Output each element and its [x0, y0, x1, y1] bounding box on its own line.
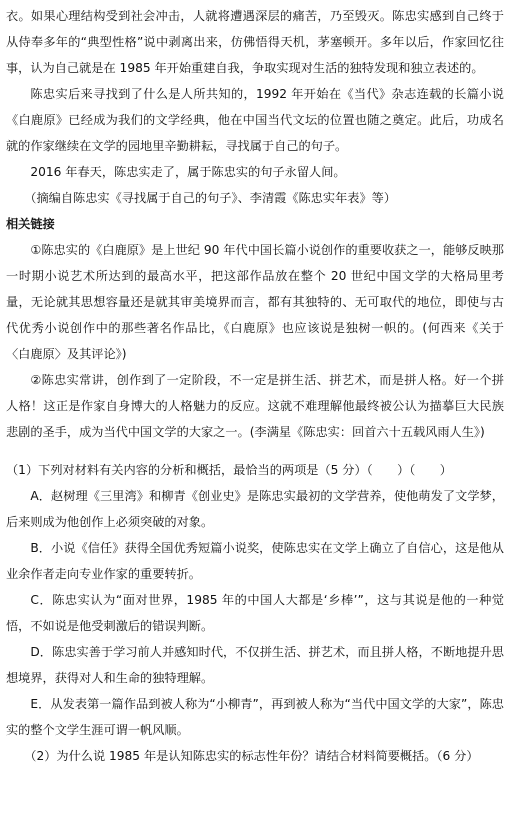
question-2-stem: （2）为什么说 1985 年是认知陈忠实的标志性年份？请结合材料简要概括。（6 分） [24, 749, 479, 763]
related-links-heading: 相关链接 [6, 217, 55, 231]
question-1-stem: （1）下列对材料有关内容的分析和概括，最恰当的两项是（5 分）（ ）（ ） [6, 463, 452, 477]
question-1-option-a: A．赵树理《三里湾》和柳青《创业史》是陈忠实最初的文学营养，使他萌发了文学梦，后来则成为他创作上必须突破的对象。 [6, 489, 504, 529]
article-source: （摘编自陈忠实《寻找属于自己的句子》、李清霞《陈忠实年表》等） [24, 191, 397, 205]
question-1-option-c: C．陈忠实认为“面对世界，1985 年的中国人大都是‘乡棒’”，这与其说是他的一种觉悟，不如说是他受刺激后的错误判断。 [6, 593, 504, 633]
question-1-option-d: D．陈忠实善于学习前人并感知时代，不仅拼生活、拼艺术，而且拼人格，不断地提升思想境界，获得对人和生命的独特理解。 [6, 645, 504, 685]
article-paragraph-1: 衣。如果心理结构受到社会冲击，人就将遭遇深层的痛苦，乃至毁灭。陈忠实感到自己终于从侍奉多年的“典型性格”说中剥离出来，仿佛悟得天机，茅塞顿开。多年以后，作家回忆往事，认为自己就是在 1985 年开始重建自我，争取实现对生活的独特发现和独立表述的。 [6, 9, 504, 75]
article-paragraph-2: 陈忠实后来寻找到了什么是人所共知的，1992 年开始在《当代》杂志连载的长篇小说《白鹿原》已经成为我们的文学经典，他在中国当代文坛的位置也随之奠定。此后，功成名就的作家继续在文学的园地里辛勤耕耘，寻找属于自己的句子。 [6, 87, 504, 153]
article-paragraph-3: 2016 年春天，陈忠实走了，属于陈忠实的句子永留人间。 [30, 165, 346, 179]
section-gap [6, 445, 504, 457]
related-link-2: ②陈忠实常讲，创作到了一定阶段，不一定是拼生活、拼艺术，而是拼人格。好一个拼人格！这正是作家自身博大的人格魅力的反应。这就不难理解他最终被公认为描摹巨大民族悲剧的圣手，成为当代中国文学的大家之一。(李满星《陈忠实：回首六十五载风雨人生》) [6, 373, 504, 439]
question-1-option-b: B．小说《信任》获得全国优秀短篇小说奖，使陈忠实在文学上确立了自信心，这是他从业余作者走向专业作家的重要转折。 [6, 541, 504, 581]
question-1-option-e: E．从发表第一篇作品到被人称为“小柳青”，再到被人称为“当代中国文学的大家”，陈忠实的整个文学生涯可谓一帆风顺。 [6, 697, 504, 737]
related-link-1: ①陈忠实的《白鹿原》是上世纪 90 年代中国长篇小说创作的重要收获之一，能够反映那一时期小说艺术所达到的最高水平，把这部作品放在整个 20 世纪中国文学的大格局里考量，无论就其思想容量还是就其审美境界而言，都有其独特的、无可取代的地位，即使与古代优秀小说创作中的那些著名作品比，《白鹿原》也应该说是独树一帜的。(何西来《关于〈白鹿原〉及其评论》) [6, 243, 504, 361]
